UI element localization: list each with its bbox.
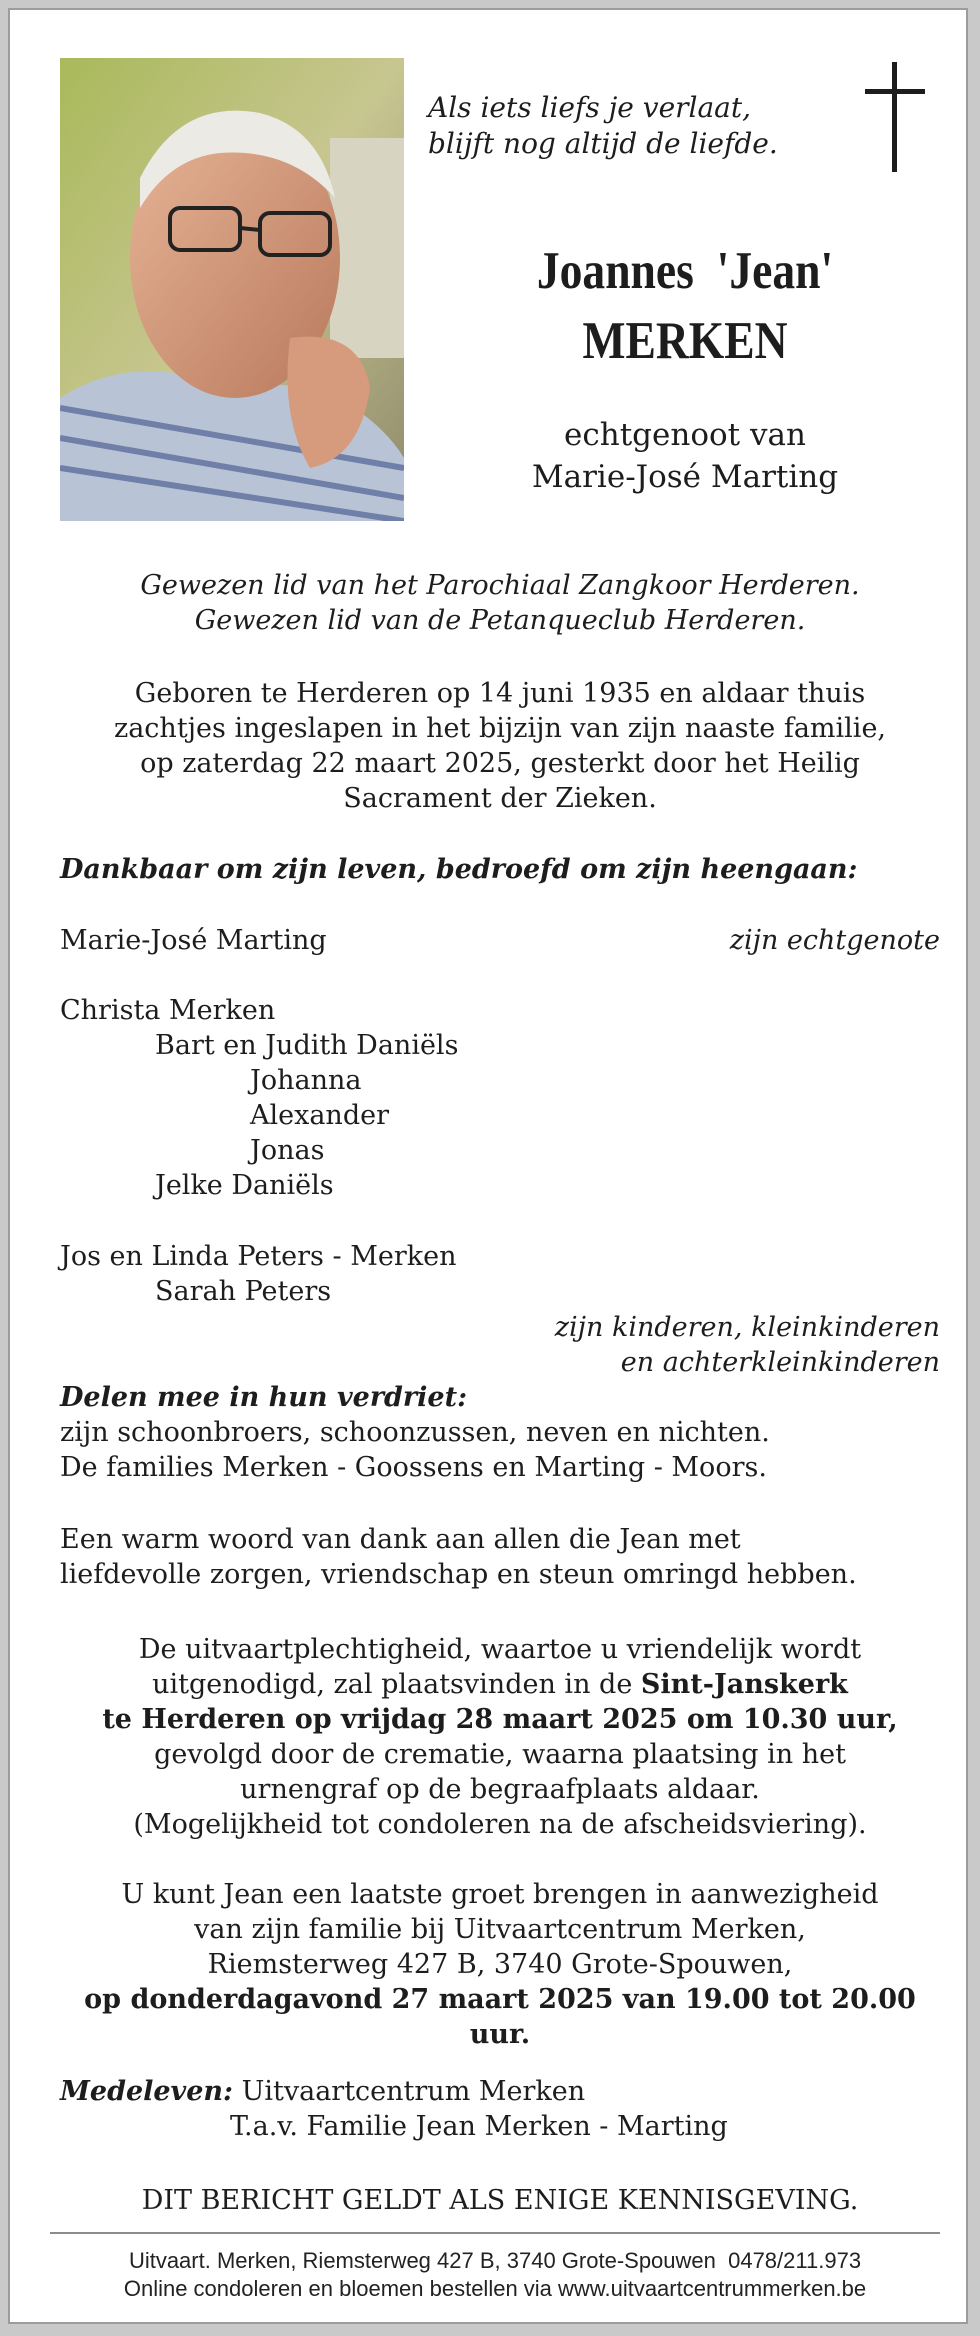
list-item: Christa Merken — [60, 995, 276, 1026]
list-item: Jonas — [250, 1135, 325, 1166]
obituary-card — [8, 8, 968, 2324]
condolence-info: Medeleven: Uitvaartcentrum Merken T.a.v. Familie Jean Merken - Marting — [60, 2076, 728, 2142]
notice: DIT BERICHT GELDT ALS ENIGE KENNISGEVING. — [141, 2185, 859, 2216]
cross-icon — [865, 62, 925, 172]
family-list-2 — [60, 1239, 940, 1309]
funeral-details: De uitvaartplechtigheid, waartoe u vriendelijk wordt uitgenodigd, zal plaatsvinden in de Sint-Janskerk te Herderen op vrijdag 28 maart 2025 om 10.30 uur, gevolgd door de crematie, waarna plaatsing in het urnengraf op de begraafplaats aldaar. (Mogelijkheid tot condoleren na de afscheidsviering). — [102, 1634, 898, 1840]
birth-paragraph: Geboren te Herderen op 14 juni 1935 en aldaar thuis zachtjes ingeslapen in het bijzijn van zijn naaste familie, op zaterdag 22 maart 2025, gesterkt door het Heilig Sacrament der Zieken. — [113, 678, 887, 814]
footer: Uitvaart. Merken, Riemsterweg 427 B, 3740 Grote-Spouwen 0478/211.973 Online condoleren en bloemen bestellen via www.uitvaartcentrummerken.be — [123, 2248, 867, 2301]
farewell-details: U kunt Jean een laatste groet brengen in aanwezigheid van zijn familie bij Uitvaartcentrum Merken, Riemsterweg 427 B, 3740 Grote-Spouwen, op donderdagavond 27 maart 2025 van 19.00 tot 20.00 uur. — [84, 1879, 916, 2050]
family-list-1 — [60, 993, 940, 1203]
list-item: Bart en Judith Daniëls — [155, 1030, 459, 1061]
motto: Als iets liefs je verlaat, blijft nog altijd de liefde. — [428, 91, 778, 160]
list-item: Johanna — [250, 1065, 362, 1096]
spouse-entry: Marie-José Marting zijn echtgenote — [60, 925, 940, 956]
list-item: Jelke Daniëls — [155, 1170, 334, 1201]
children-relation: zijn kinderen, kleinkinderen en achterkleinkinderen — [554, 1312, 940, 1378]
list-item: Sarah Peters — [155, 1276, 332, 1307]
list-item: Alexander — [250, 1100, 389, 1131]
memberships: Gewezen lid van het Parochiaal Zangkoor Herderen. Gewezen lid van de Petanqueclub Herderen. — [140, 570, 860, 636]
thanks: Een warm woord van dank aan allen die Jean met liefdevolle zorgen, vriendschap en steun omringd hebben. — [60, 1524, 857, 1590]
footer-divider — [50, 2232, 940, 2234]
grateful-heading: Dankbaar om zijn leven, bedroefd om zijn heengaan: — [60, 854, 858, 885]
portrait-photo — [60, 58, 404, 521]
deceased-name: Joannes 'Jean' MERKEN — [536, 242, 834, 370]
share-grief: Delen mee in hun verdriet: zijn schoonbroers, schoonzussen, neven en nichten. De families Merken - Goossens en Marting - Moors. — [60, 1382, 770, 1483]
list-item: Jos en Linda Peters - Merken — [60, 1241, 457, 1272]
spouse-info: echtgenoot van Marie-José Marting — [531, 417, 839, 495]
